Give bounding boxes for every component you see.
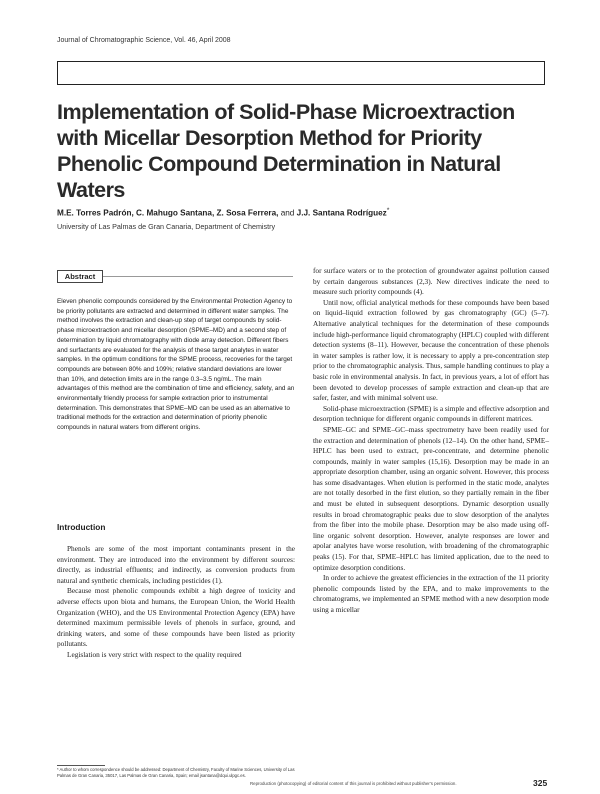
header-rule-box [57,61,545,85]
author-list [57,207,389,218]
abstract-heading: Abstract [57,270,103,283]
right-column-body [313,266,549,616]
introduction-heading: Introduction [57,522,106,532]
paragraph: Legislation is very strict with respect to the quality required [67,649,242,659]
copyright-notice: Reproduction (photocopying) of editorial content of this journal is prohibited without publisher's permission. [250,781,457,786]
affiliation: University of Las Palmas de Gran Canaria, Department of Chemistry [57,222,276,231]
paragraph: for surface waters or to the protection of groundwater against pollution caused by certain dangerous substances (2,3). New directives indicate the need to measure such priority compounds (4). [313,266,549,297]
paragraph: Solid-phase microextraction (SPME) is a simple and effective adsorption and desorption technique for different organic compounds in different matrices. [313,403,549,424]
authors-main: M.E. Torres Padrón, C. Mahugo Santana, Z. Sosa Ferrera, [57,208,279,218]
article-title: Implementation of Solid-Phase Microextraction with Micellar Desorption Method for Priority Phenolic Compound Determination in Natural Waters [57,100,515,202]
left-column-body [57,544,295,661]
paragraph: Because most phenolic compounds exhibit a high degree of toxicity and adverse effects upon biota and humans, the European Union, the World Health Organization (WHO), and the US Environmental Protection Agency (EPA) have determined maximum permissible levels of phenols in surface, ground, and drinking waters, and some of these compounds have been listed as priority pollutants. [57,586,295,649]
authors-last: J.J. Santana Rodríguez [296,208,387,218]
abstract-divider [103,276,293,277]
page-number: 325 [533,778,548,788]
paragraph: Phenols are some of the most important contaminants present in the environment. They are introduced into the environment by different sources: directly, as industrial effluents; and indirectly, as conversion products from natural and synthetic chemicals, including pesticides (1). [57,544,295,585]
paragraph: Until now, official analytical methods for these compounds have been based on liquid–liquid extraction followed by gas chromatography (GC) (5–7). Alternative analytical techniques for the determination of these compounds include high-performance liquid chromatography (HPLC) coupled with different detection systems (8–11). However, because the concentration of these phenols in water samples is rather low, it is necessary to apply a pre-concentration step prior to the chromatographic analysis. Thus, sample handling continues to play a basic role in environmental analysis. In fact, in previous years, a lot of effort has been devoted to develop processes of sample extraction and clean-up that are safer, faster, and with minimal solvent use. [313,297,549,403]
paragraph: In order to achieve the greatest efficiencies in the extraction of the 11 priority phenolic compounds listed by the EPA, and to make improvements to the chromatograms, we implemented an SPME method with a new desorption mode using a micellar [313,573,549,614]
corresponding-mark: * [386,207,390,214]
authors-and: and [280,208,295,218]
abstract-text: Eleven phenolic compounds considered by the Environmental Protection Agency to be priority pollutants are extracted and determined in different water samples. The method involves the extraction and clean-up step of target compounds by solid-phase microextraction and micellar desorption (SPME–MD) and a second step of determination by liquid chromatography with diode array detection. Different fibers and surfactants are evaluated for the analysis of these target analytes in water samples. In the optimum conditions for the SPME process, recoveries for the target compounds are between 80% and 109%; relative standard deviations are lower than 10%, and detection limits are in the range 0.3–3.5 ng/mL. The main advantages of this method are the combination of time and efficiency, safety, and an environmentally friendly process for sample extraction prior to instrumental determination. This demonstrates that SPME–MD can be used as an alternative to traditional methods for the extraction and determination of priority phenolic compounds in natural waters from different origins. [57,298,295,432]
correspondence-footnote: * Author to whom correspondence should be addressed: Department of Chemistry, Faculty of Marine Sciences, University of Las Palmas de Gran Canaria, 35017, Las Palmas de Gran Canaria, Spain; email jsantana@dqui.ulpgc.es. [57,767,295,778]
footnote-divider [57,765,105,766]
journal-citation: Journal of Chromatographic Science, Vol. 46, April 2008 [57,37,231,44]
paragraph: SPME–GC and SPME–GC–mass spectrometry have been readily used for the extraction and determination of phenols (12–14). On the other hand, SPME–HPLC has been used to extract, pre-concentrate, and determine phenolic compounds, mainly in water samples (15,16). Desorption may be made in an appropriate desorption chamber, using an organic solvent. However, this process has some disadvantages. When elution is performed in the static mode, analytes are not totally desorbed in the first elution, so they partially remain in the fiber and must be eluted in subsequent desorptions. Dynamic desorption usually results in broad chromatographic peaks due to slow desorption of the analytes from the fiber into the mobile phase. Desorption may be also made using off-line organic solvent desorption. However, analyte responses are lower and apolar analytes have worse resolution, with broadening of the chromatographic peaks (15). For that, SPME–HPLC has limited application, due to the need to optimize desorption conditions. [313,424,549,572]
